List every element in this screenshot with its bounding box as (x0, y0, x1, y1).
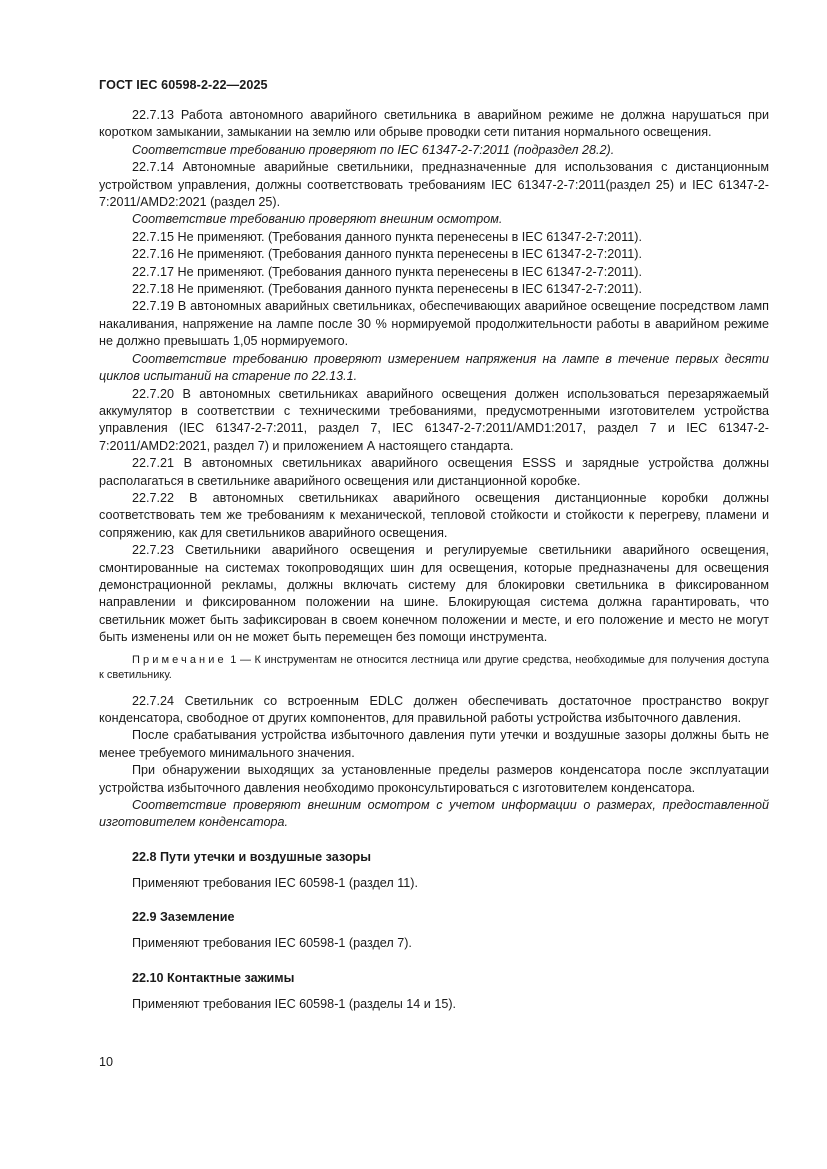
paragraph: 22.7.13 Работа автономного аварийного светильника в аварийном режиме не должна нарушаться при коротком замыкании, замыкании на землю или обрыве проводки сети питания нормального освещения. (99, 108, 769, 140)
compliance-statement: Соответствие требованию проверяют измерением напряжения на лампе в течение первых десяти циклов испытаний на старение по 22.13.1. (99, 351, 769, 384)
clause-22-7-21: 22.7.21 В автономных светильниках аварийного освещения ESSS и зарядные устройства должны располагаться в светильнике аварийного освещения или дистанционной коробке. (99, 456, 769, 488)
clause-22-7-20: 22.7.20 В автономных светильниках аварийного освещения должен использоваться перезаряжаемый аккумулятор в соответствии с техническими требованиями, предусмотренными изготовителем устройства управления (IEC 61347-2-7:2011, раздел 7, IEC 61347-2-7:2011/AMD1:2017, раздел 7 и IEC 61347-2-7:2011/AMD2:2021, раздел 7) и приложением А настоящего стандарта. (99, 386, 769, 453)
section-body: Применяют требования IEC 60598-1 (раздел 11). (132, 875, 418, 890)
clause-22-7-24 (99, 693, 769, 832)
compliance-statement: Соответствие требованию проверяют внешним осмотром. (132, 212, 503, 227)
clause-22-7-16: 22.7.16 Не применяют. (Требования данного пункта перенесены в IEC 61347-2-7:2011). (132, 247, 642, 262)
note (99, 653, 769, 684)
clause-22-7-19 (99, 298, 769, 385)
section-22-8 (99, 850, 769, 892)
section-heading: 22.8 Пути утечки и воздушные зазоры (132, 849, 371, 864)
section-22-10 (99, 971, 769, 1013)
section-22-9 (99, 910, 769, 952)
paragraph: При обнаружении выходящих за установленные пределы размеров конденсатора после эксплуатации устройства избыточного давления необходимо проконсультироваться с изготовителем конденсатора. (99, 763, 769, 795)
clause-22-7-23: 22.7.23 Светильники аварийного освещения и регулируемые светильники аварийного освещения, смонтированные на системах токопроводящих шин для освещения, которые предназначены для освещения демонстрационной рекламы, должны включать систему для блокировки светильника в фиксированном направлении и фиксированном положении на шине. Блокирующая система должна гарантировать, что светильник может быть зафиксирован в своем конечном положении и месте, и его положение и место не могут быть изменены или он не может быть перемещен без помощи инструмента. (99, 543, 769, 645)
clause-22-7-15: 22.7.15 Не применяют. (Требования данного пункта перенесены в IEC 61347-2-7:2011). (132, 229, 642, 244)
clause-22-7-22: 22.7.22 В автономных светильниках аварийного освещения дистанционные коробки должны соответствовать тем же требованиям к механической, тепловой стойкости и стойкости к перегреву, пламени и сопряжению, как для светильников аварийного освещения. (99, 490, 769, 540)
paragraph: 22.7.24 Светильник со встроенным EDLC должен обеспечивать достаточное пространство вокруг конденсатора, свободное от других компонентов, для правильной работы устройства избыточного давления. (99, 693, 769, 725)
document-page (99, 78, 769, 1013)
page-number: 10 (99, 1055, 114, 1069)
clause-22-7-13 (99, 107, 769, 159)
paragraph: 22.7.14 Автономные аварийные светильники, предназначенные для использования с дистанционным устройством управления, должны соответствовать требованиям IEC 61347-2-7:2011(раздел 25) и IEC 61347-2-7:2011/AMD2:2021 (раздел 25). (99, 160, 769, 210)
paragraph: После срабатывания устройства избыточного давления пути утечки и воздушные зазоры должны быть не менее требуемого минимального значения. (99, 728, 769, 760)
compliance-statement: Соответствие проверяют внешним осмотром с учетом информации о размерах, предоставленной изготовителем конденсатора. (99, 798, 769, 830)
document-header: ГОСТ IEC 60598-2-22—2025 (99, 78, 268, 92)
section-body: Применяют требования IEC 60598-1 (раздел 7). (132, 936, 412, 951)
section-heading: 22.9 Заземление (132, 910, 235, 925)
section-body: Применяют требования IEC 60598-1 (разделы 14 и 15). (132, 996, 457, 1011)
compliance-statement: Соответствие требованию проверяют по IEC 61347-2-7:2011 (подраздел 28.2). (132, 142, 615, 157)
clause-22-7-17: 22.7.17 Не применяют. (Требования данного пункта перенесены в IEC 61347-2-7:2011). (132, 264, 642, 279)
note-label: Примечание (132, 653, 227, 666)
clause-22-7-14 (99, 159, 769, 229)
clause-22-7-18: 22.7.18 Не применяют. (Требования данного пункта перенесены в IEC 61347-2-7:2011). (132, 282, 642, 297)
section-heading: 22.10 Контактные зажимы (132, 970, 295, 985)
paragraph: 22.7.19 В автономных аварийных светильниках, обеспечивающих аварийное освещение посредством ламп накаливания, напряжение на лампе после 30 % нормируемой продолжительности работы в аварийном режиме не должно превышать 1,05 нормируемого. (99, 299, 769, 349)
note-text: 1 — К инструментам не относится лестница или другие средства, необходимые для получения доступа к светильнику. (99, 653, 769, 682)
